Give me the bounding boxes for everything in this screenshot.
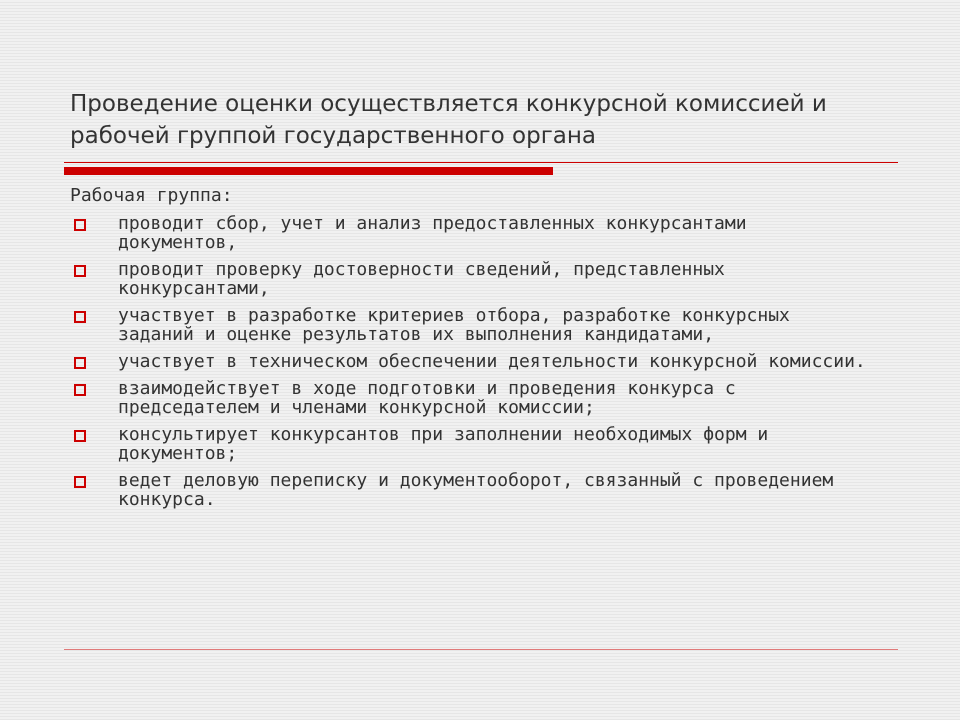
hollow-square-bullet-icon [74,476,86,488]
bullet-text: участвует в техническом обеспечении деятельности конкурсной комиссии. [118,351,866,372]
hollow-square-bullet-icon [74,265,86,277]
bullet-text: участвует в разработке критериев отбора, разработке конкурсных заданий и оценке результатов их выполнения кандидатами, [118,305,790,345]
bullet-text: взаимодействует в ходе подготовки и проведения конкурса с председателем и членами конкурсной комиссии; [118,378,736,418]
hollow-square-bullet-icon [74,311,86,323]
title-divider-line [64,162,898,163]
bullet-text: проводит проверку достоверности сведений, представленных конкурсантами, [118,259,725,299]
slide-title: Проведение оценки осуществляется конкурсной комиссией и рабочей группой государственного органа [70,91,827,149]
slide-body [70,186,870,517]
hollow-square-bullet-icon [74,357,86,369]
hollow-square-bullet-icon [74,430,86,442]
hollow-square-bullet-icon [74,384,86,396]
hollow-square-bullet-icon [74,219,86,231]
intro-text: Рабочая группа: [70,185,233,206]
footer-divider-line [64,649,898,650]
title-accent-bar [64,167,553,175]
bullet-item [70,306,870,344]
bullet-text: консультирует конкурсантов при заполнении необходимых форм и документов; [118,424,769,464]
bullet-list [70,214,870,509]
bullet-text: ведет деловую переписку и документооборот, связанный с проведением конкурса. [118,470,834,510]
bullet-item [70,352,870,371]
bullet-item [70,260,870,298]
bullet-item [70,425,870,463]
bullet-item [70,471,870,509]
bullet-text: проводит сбор, учет и анализ предоставленных конкурсантами документов, [118,213,747,253]
bullet-item [70,214,870,252]
bullet-item [70,379,870,417]
